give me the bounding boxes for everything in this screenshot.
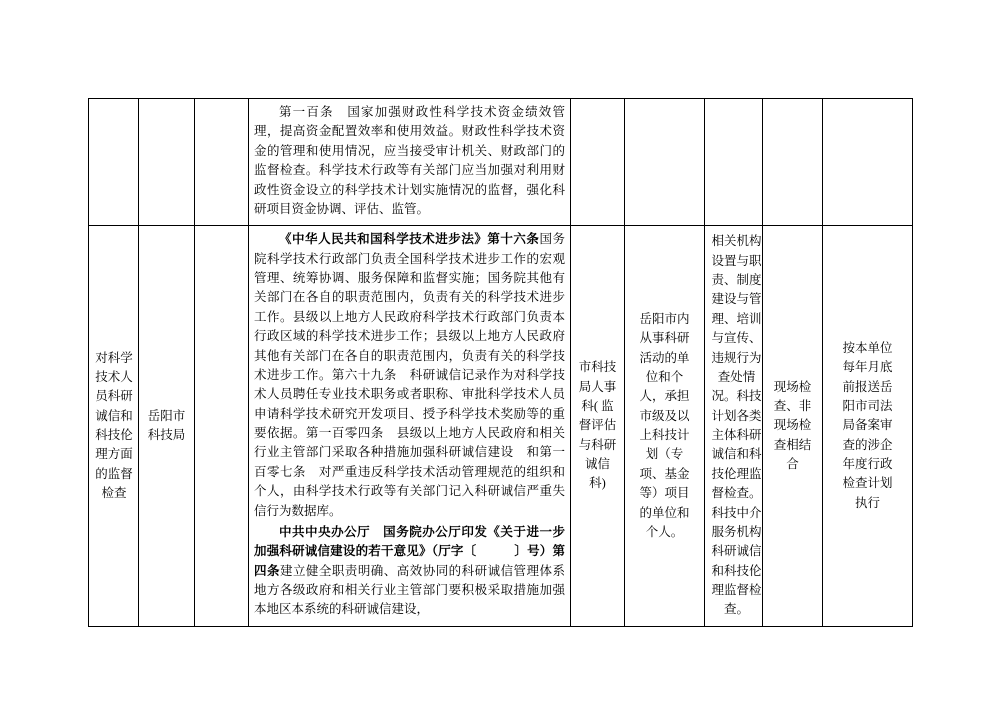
table-row — [89, 226, 913, 627]
row2-cell-inspection-method — [763, 226, 823, 627]
row1-cell-department — [139, 99, 195, 226]
row2-legal-paragraph-2 — [254, 523, 591, 620]
row2-legal-title-1: 《中华人民共和国科学技术进步法》第十六条 — [279, 232, 540, 247]
row1-cell-inspection-content — [705, 99, 763, 226]
row1-cell-inspection-object — [625, 99, 705, 226]
row2-legal-paragraph-1 — [254, 230, 565, 521]
row2-legal-body-1: 国务院科学技术行政部门负责全国科学技术进步工作的宏观管理、统筹协调、服务保障和监督实施；国务院其他有关部门在各自的职责范围内，负责有关的科学技术进步工作。县级以上地方人民政府科学技术行政部门负责本行政区域的科学技术进步工作；县级以上地方人民政府其他有关部门在各自的职责范围内，负责有关的科学技术进步工作。第六十九条 科研诚信记录作为对科学技术人员聘任专业技术职务或者职称、审批科学技术人员申请科学技术研究开发项目、授予科学技术奖励等的重要依据。第一百零四条 县级以上地方人民政府和相关行业主管部门采取各种措施加强科研诚信建设 和第一百零七条 对严重违反科学技术活动管理规范的组织和个人，由科学技术行政等有关部门记入科研诚信严重失信行为数据库。 — [254, 232, 565, 518]
row2-remark-text: 按本单位每年月底前报送岳阳市司法局备案审查的涉企年度行政检查计划执行 — [842, 340, 893, 510]
row2-inspection-content-text: 相关机构设置与职责、制度建设与管理、培训与宣传、违规行为查处情况。科技计划各类主体科研诚信和科技伦理监督检查。科技中介服务机构科研诚信和科技伦理监督检查。 — [711, 234, 762, 617]
row1-legal-paragraph: 第一百条 国家加强财政性科学技术资金绩效管理，提高资金配置效率和使用效益。财政性科学技术资金的管理和使用情况，应当接受审计机关、财政部门的监督检查。科学技术行政等有关部门应当加强对利用财政性资金设立的科学技术计划实施情况的监督，强化科研项目资金协调、评估、监管。 — [254, 105, 565, 216]
row2-cell-inspection-object — [625, 226, 705, 627]
table-row — [89, 99, 913, 226]
row2-cell-legal-basis — [249, 226, 591, 627]
row2-cell-inspection-content — [705, 226, 763, 627]
row2-item-name-text: 对科学技术人员科研诚信和科技伦理方面的监督检查 — [95, 350, 133, 501]
row1-cell-responsible-unit — [571, 99, 625, 226]
row2-department-text: 岳阳市科技局 — [147, 408, 186, 442]
row2-cell-item-name — [89, 226, 139, 627]
row2-legal-title-2: 中共中央办公厅 国务院办公厅印发《关于进一步加强科研诚信建设的若干意见》（厅字〔 〕号）第四条 — [254, 524, 565, 578]
row1-cell-item-name — [89, 99, 139, 226]
row2-cell-remark — [823, 226, 913, 627]
row2-cell-col3 — [195, 226, 249, 627]
administrative-inspection-table — [88, 98, 913, 627]
row2-inspection-object-text: 岳阳市内从事科研活动的单位和个人，承担市级及以上科技计划（专项、基金等）项目的单位和个人。 — [639, 311, 690, 539]
row1-cell-remark — [823, 99, 913, 226]
row1-cell-col3 — [195, 99, 249, 226]
row2-responsible-unit-text: 市科技局人事科( 监督评估与科研诚信科) — [578, 360, 617, 491]
row2-inspection-method-text: 现场检查、非现场检查相结合 — [773, 379, 812, 472]
row1-cell-inspection-method — [763, 99, 823, 226]
row1-cell-legal-basis — [249, 99, 571, 226]
row2-legal-body-2: 建立健全职责明确、高效协同的科研诚信管理体系 地方各级政府和相关行业主管部门要积极采取措施加强本地区本系统的科研诚信建设， — [254, 563, 591, 617]
row2-cell-department — [139, 226, 195, 627]
